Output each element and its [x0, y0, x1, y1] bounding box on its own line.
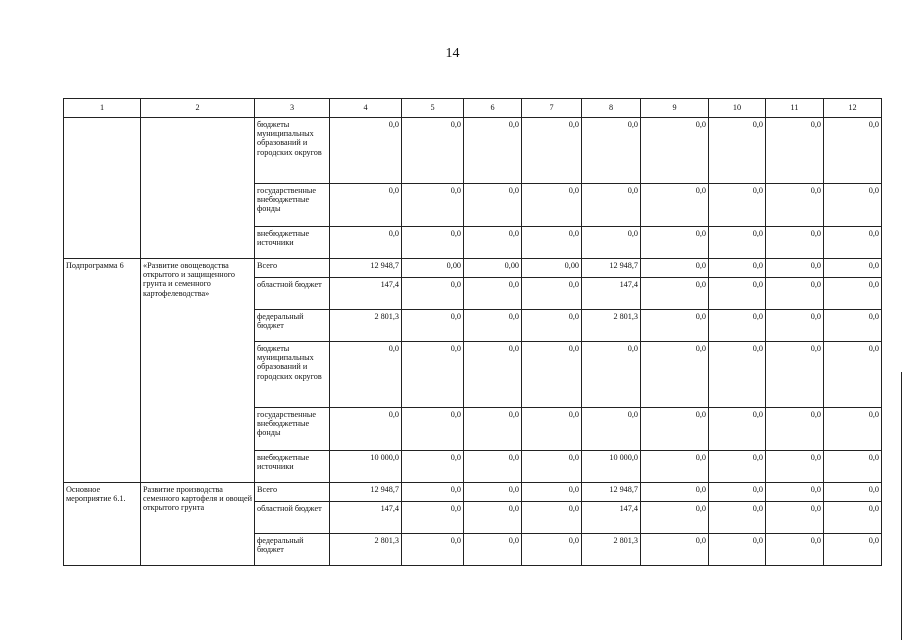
value-cell: 0,0: [464, 118, 522, 184]
title-cell: «Развитие овощеводства открытого и защищенного грунта и семенного картофелеводства»: [141, 259, 255, 483]
value-cell: 0,0: [522, 483, 582, 502]
value-cell: 0,0: [402, 451, 464, 483]
value-cell: 0,0: [522, 342, 582, 408]
value-cell: 0,0: [824, 483, 882, 502]
value-cell: 0,0: [402, 408, 464, 451]
value-cell: 0,0: [582, 184, 641, 227]
value-cell: 0,0: [522, 408, 582, 451]
header-row: [64, 99, 882, 118]
value-cell: 0,0: [522, 451, 582, 483]
source-cell: областной бюджет: [255, 502, 330, 534]
value-cell: 0,0: [641, 118, 709, 184]
value-cell: 0,0: [824, 184, 882, 227]
source-cell: бюджеты муниципальных образований и городских округов: [255, 342, 330, 408]
value-cell: 0,0: [641, 259, 709, 278]
value-cell: 0,0: [766, 259, 824, 278]
value-cell: 0,0: [641, 502, 709, 534]
value-cell: 0,0: [766, 310, 824, 342]
value-cell: 0,0: [464, 534, 522, 566]
value-cell: 0,0: [709, 483, 766, 502]
value-cell: 0,0: [824, 227, 882, 259]
value-cell: 0,0: [522, 227, 582, 259]
value-cell: 0,0: [582, 342, 641, 408]
value-cell: 0,0: [709, 227, 766, 259]
value-cell: 0,0: [330, 342, 402, 408]
value-cell: 0,0: [824, 278, 882, 310]
value-cell: 2 801,3: [330, 534, 402, 566]
value-cell: 0,0: [766, 483, 824, 502]
value-cell: 0,0: [402, 184, 464, 227]
value-cell: 0,0: [824, 310, 882, 342]
value-cell: 0,0: [522, 310, 582, 342]
value-cell: 2 801,3: [582, 534, 641, 566]
value-cell: 0,0: [766, 408, 824, 451]
table-row: [64, 118, 882, 184]
value-cell: 0,0: [402, 227, 464, 259]
value-cell: 0,0: [641, 227, 709, 259]
value-cell: 12 948,7: [330, 259, 402, 278]
source-cell: бюджеты муниципальных образований и городских округов: [255, 118, 330, 184]
value-cell: 0,0: [522, 278, 582, 310]
value-cell: 0,0: [824, 502, 882, 534]
value-cell: 0,0: [641, 184, 709, 227]
value-cell: 0,00: [402, 259, 464, 278]
value-cell: 147,4: [330, 278, 402, 310]
value-cell: 0,0: [582, 227, 641, 259]
value-cell: 0,0: [709, 118, 766, 184]
value-cell: 0,0: [641, 534, 709, 566]
value-cell: 0,00: [522, 259, 582, 278]
value-cell: 0,0: [641, 342, 709, 408]
value-cell: 0,0: [402, 310, 464, 342]
value-cell: 0,0: [641, 483, 709, 502]
value-cell: 12 948,7: [582, 483, 641, 502]
value-cell: 0,0: [824, 259, 882, 278]
value-cell: 0,0: [464, 502, 522, 534]
value-cell: 0,0: [709, 408, 766, 451]
column-header: 8: [582, 99, 641, 118]
source-cell: внебюджетные источники: [255, 451, 330, 483]
source-cell: государственные внебюджетные фонды: [255, 184, 330, 227]
source-cell: федеральный бюджет: [255, 310, 330, 342]
name-cell: Основное мероприятие 6.1.: [64, 483, 141, 566]
value-cell: 0,0: [641, 310, 709, 342]
value-cell: 0,0: [464, 227, 522, 259]
margin-rule: [901, 372, 902, 640]
value-cell: 0,0: [709, 451, 766, 483]
value-cell: 12 948,7: [582, 259, 641, 278]
name-cell: [64, 118, 141, 259]
value-cell: 0,0: [402, 502, 464, 534]
value-cell: 0,0: [766, 278, 824, 310]
value-cell: 0,0: [464, 310, 522, 342]
value-cell: 0,0: [464, 278, 522, 310]
column-header: 10: [709, 99, 766, 118]
value-cell: 0,0: [641, 451, 709, 483]
value-cell: 12 948,7: [330, 483, 402, 502]
value-cell: 10 000,0: [330, 451, 402, 483]
value-cell: 0,0: [402, 118, 464, 184]
value-cell: 0,0: [464, 483, 522, 502]
value-cell: 0,0: [464, 408, 522, 451]
value-cell: 0,0: [464, 451, 522, 483]
column-header: 1: [64, 99, 141, 118]
column-header: 11: [766, 99, 824, 118]
value-cell: 147,4: [582, 502, 641, 534]
value-cell: 0,0: [824, 408, 882, 451]
value-cell: 0,0: [402, 278, 464, 310]
value-cell: 0,0: [824, 118, 882, 184]
value-cell: 0,0: [824, 451, 882, 483]
column-header: 2: [141, 99, 255, 118]
value-cell: 0,0: [641, 278, 709, 310]
value-cell: 0,0: [709, 502, 766, 534]
value-cell: 2 801,3: [582, 310, 641, 342]
source-cell: областной бюджет: [255, 278, 330, 310]
value-cell: 0,0: [402, 483, 464, 502]
page-number: 14: [445, 46, 460, 61]
value-cell: 0,0: [766, 118, 824, 184]
value-cell: 0,0: [522, 502, 582, 534]
value-cell: 0,0: [464, 342, 522, 408]
value-cell: 0,0: [709, 184, 766, 227]
value-cell: 0,0: [766, 534, 824, 566]
title-cell: [141, 118, 255, 259]
source-cell: внебюджетные источники: [255, 227, 330, 259]
column-header: 9: [641, 99, 709, 118]
value-cell: 0,0: [709, 259, 766, 278]
table-row: [64, 259, 882, 278]
value-cell: 147,4: [582, 278, 641, 310]
column-header: 5: [402, 99, 464, 118]
column-header: 6: [464, 99, 522, 118]
column-header: 12: [824, 99, 882, 118]
value-cell: 0,0: [330, 227, 402, 259]
value-cell: 0,0: [709, 534, 766, 566]
value-cell: 0,0: [766, 227, 824, 259]
value-cell: 2 801,3: [330, 310, 402, 342]
name-cell: Подпрограмма 6: [64, 259, 141, 483]
value-cell: 0,0: [709, 278, 766, 310]
value-cell: 0,0: [709, 310, 766, 342]
value-cell: 0,0: [522, 118, 582, 184]
column-header: 4: [330, 99, 402, 118]
value-cell: 0,0: [766, 342, 824, 408]
source-cell: федеральный бюджет: [255, 534, 330, 566]
value-cell: 147,4: [330, 502, 402, 534]
budget-table: [63, 98, 882, 566]
column-header: 7: [522, 99, 582, 118]
column-header: 3: [255, 99, 330, 118]
value-cell: 0,0: [824, 534, 882, 566]
value-cell: 0,0: [582, 408, 641, 451]
value-cell: 0,0: [522, 534, 582, 566]
source-cell: Всего: [255, 483, 330, 502]
value-cell: 0,0: [766, 502, 824, 534]
value-cell: 0,0: [766, 451, 824, 483]
value-cell: 0,0: [402, 342, 464, 408]
title-cell: Развитие производства семенного картофеля и овощей открытого грунта: [141, 483, 255, 566]
value-cell: 0,0: [330, 184, 402, 227]
source-cell: Всего: [255, 259, 330, 278]
value-cell: 0,0: [582, 118, 641, 184]
value-cell: 0,0: [464, 184, 522, 227]
value-cell: 0,00: [464, 259, 522, 278]
value-cell: 0,0: [330, 408, 402, 451]
value-cell: 10 000,0: [582, 451, 641, 483]
value-cell: 0,0: [641, 408, 709, 451]
value-cell: 0,0: [709, 342, 766, 408]
value-cell: 0,0: [522, 184, 582, 227]
table-row: [64, 483, 882, 502]
value-cell: 0,0: [766, 184, 824, 227]
value-cell: 0,0: [330, 118, 402, 184]
value-cell: 0,0: [824, 342, 882, 408]
value-cell: 0,0: [402, 534, 464, 566]
source-cell: государственные внебюджетные фонды: [255, 408, 330, 451]
